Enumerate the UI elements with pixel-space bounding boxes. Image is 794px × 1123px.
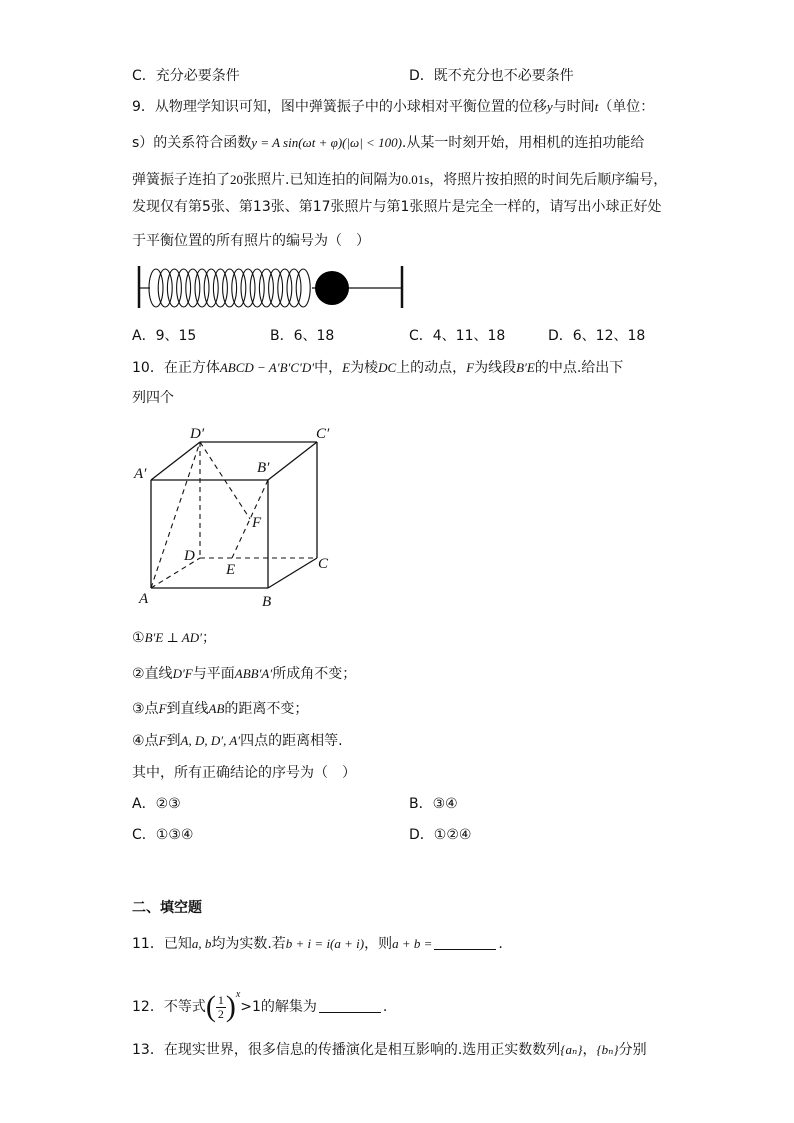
q9-option-d: D．6、12、18 [548,328,646,344]
cube-figure [128,420,348,615]
q12-line: 12．不等式( $\frac{1}{2}$ )$^x$>1的解集为 . [132,989,388,1023]
q9-line-4: 发现仅有第5张、第13张、第17张照片与第1张照片是完全一样的，请写出小球正好处 [132,199,662,215]
q12-answer-blank[interactable] [319,998,381,1013]
spring-coil [278,269,292,307]
q10-line-1: 10．在正方体ABCD − A′B′C′D′中，E为棱DC上的动点，F为线段B′E的中点.给出下 [132,360,624,376]
spring-coil [213,269,227,307]
spring-coil [177,269,191,307]
q11-line: 11．已知a, b均为实数.若b + i = i(a + i)，则a + b = . [132,936,503,952]
label-Bp: B′ [257,460,270,476]
q10-question: 其中，所有正确结论的序号为（ ） [132,765,356,781]
q11-answer-blank[interactable] [434,935,496,950]
spring-coil [223,269,237,307]
label-F: F [252,515,262,531]
spring-coil [259,269,273,307]
edge-BC [268,558,317,588]
q8-option-c: C．充分必要条件 [132,68,240,84]
spring-coil [167,269,181,307]
q10-option-d: D．①②④ [409,827,472,843]
q9-line-3: 弹簧振子连拍了20张照片.已知连拍的间隔为0.01s，将照片按拍照的时间先后顺序编号， [132,172,668,188]
spring-oscillator-figure [134,262,412,312]
q10-statement-3: ③点F到直线AB的距离不变； [132,701,309,717]
q9-line-1: 9．从物理学知识可知，图中弹簧振子中的小球相对平衡位置的位移y与时间t（单位： [132,99,655,115]
edge-ApDp [151,442,200,480]
q10-option-c: C．①③④ [132,827,194,843]
section-heading: 二、填空题 [132,900,202,916]
q10-line-2: 列四个 [132,390,174,406]
label-E: E [226,562,236,578]
spring-coil [186,269,200,307]
spring-coil [204,269,218,307]
segment-ADp [151,442,200,588]
q10-statement-2: ②直线D′F与平面ABB′A′所成角不变； [132,666,357,682]
q9-option-a: A．9、15 [132,328,197,344]
q9-line-5: 于平衡位置的所有照片的编号为（ ） [132,233,370,249]
edge-BpCp [268,442,317,480]
spring-coil [287,269,301,307]
spring-coil [195,269,209,307]
spring-coil [241,269,255,307]
spring-coil [232,269,246,307]
label-B: B [262,594,272,610]
q10-statement-1: ①B′E ⊥ AD′； [132,630,216,646]
fraction-one-half: $\frac{1}{2}$ [217,992,224,1021]
q13-line: 13．在现实世界，很多信息的传播演化是相互影响的.选用正实数数列{aₙ}，{bₙ}分别 [132,1042,647,1058]
ball [315,271,349,305]
label-Cp: C′ [316,426,330,442]
q10-statement-4: ④点F到A, D, D′, A′四点的距离相等. [132,733,343,749]
label-Ap: A′ [134,466,147,482]
q9-line-2: s）的关系符合函数y = A sin(ωt + φ)(|ω| < 100).从某一时刻开始，用相机的连拍功能给 [132,135,645,151]
q8-option-d: D．既不充分也不必要条件 [409,68,574,84]
q9-option-b: B．6、18 [270,328,335,344]
label-A: A [139,591,149,607]
label-Dp: D′ [190,426,205,442]
spring-coil [269,269,283,307]
spring-coil [158,269,172,307]
q9-option-c: C．4、11、18 [409,328,506,344]
q10-option-b: B．③④ [409,796,458,812]
spring-coil [149,269,163,307]
label-C: C [318,556,329,572]
label-D: D [184,548,195,564]
spring-coils [149,269,310,307]
spring-coil [250,269,264,307]
spring-coil [296,269,310,307]
q10-option-a: A．②③ [132,796,181,812]
